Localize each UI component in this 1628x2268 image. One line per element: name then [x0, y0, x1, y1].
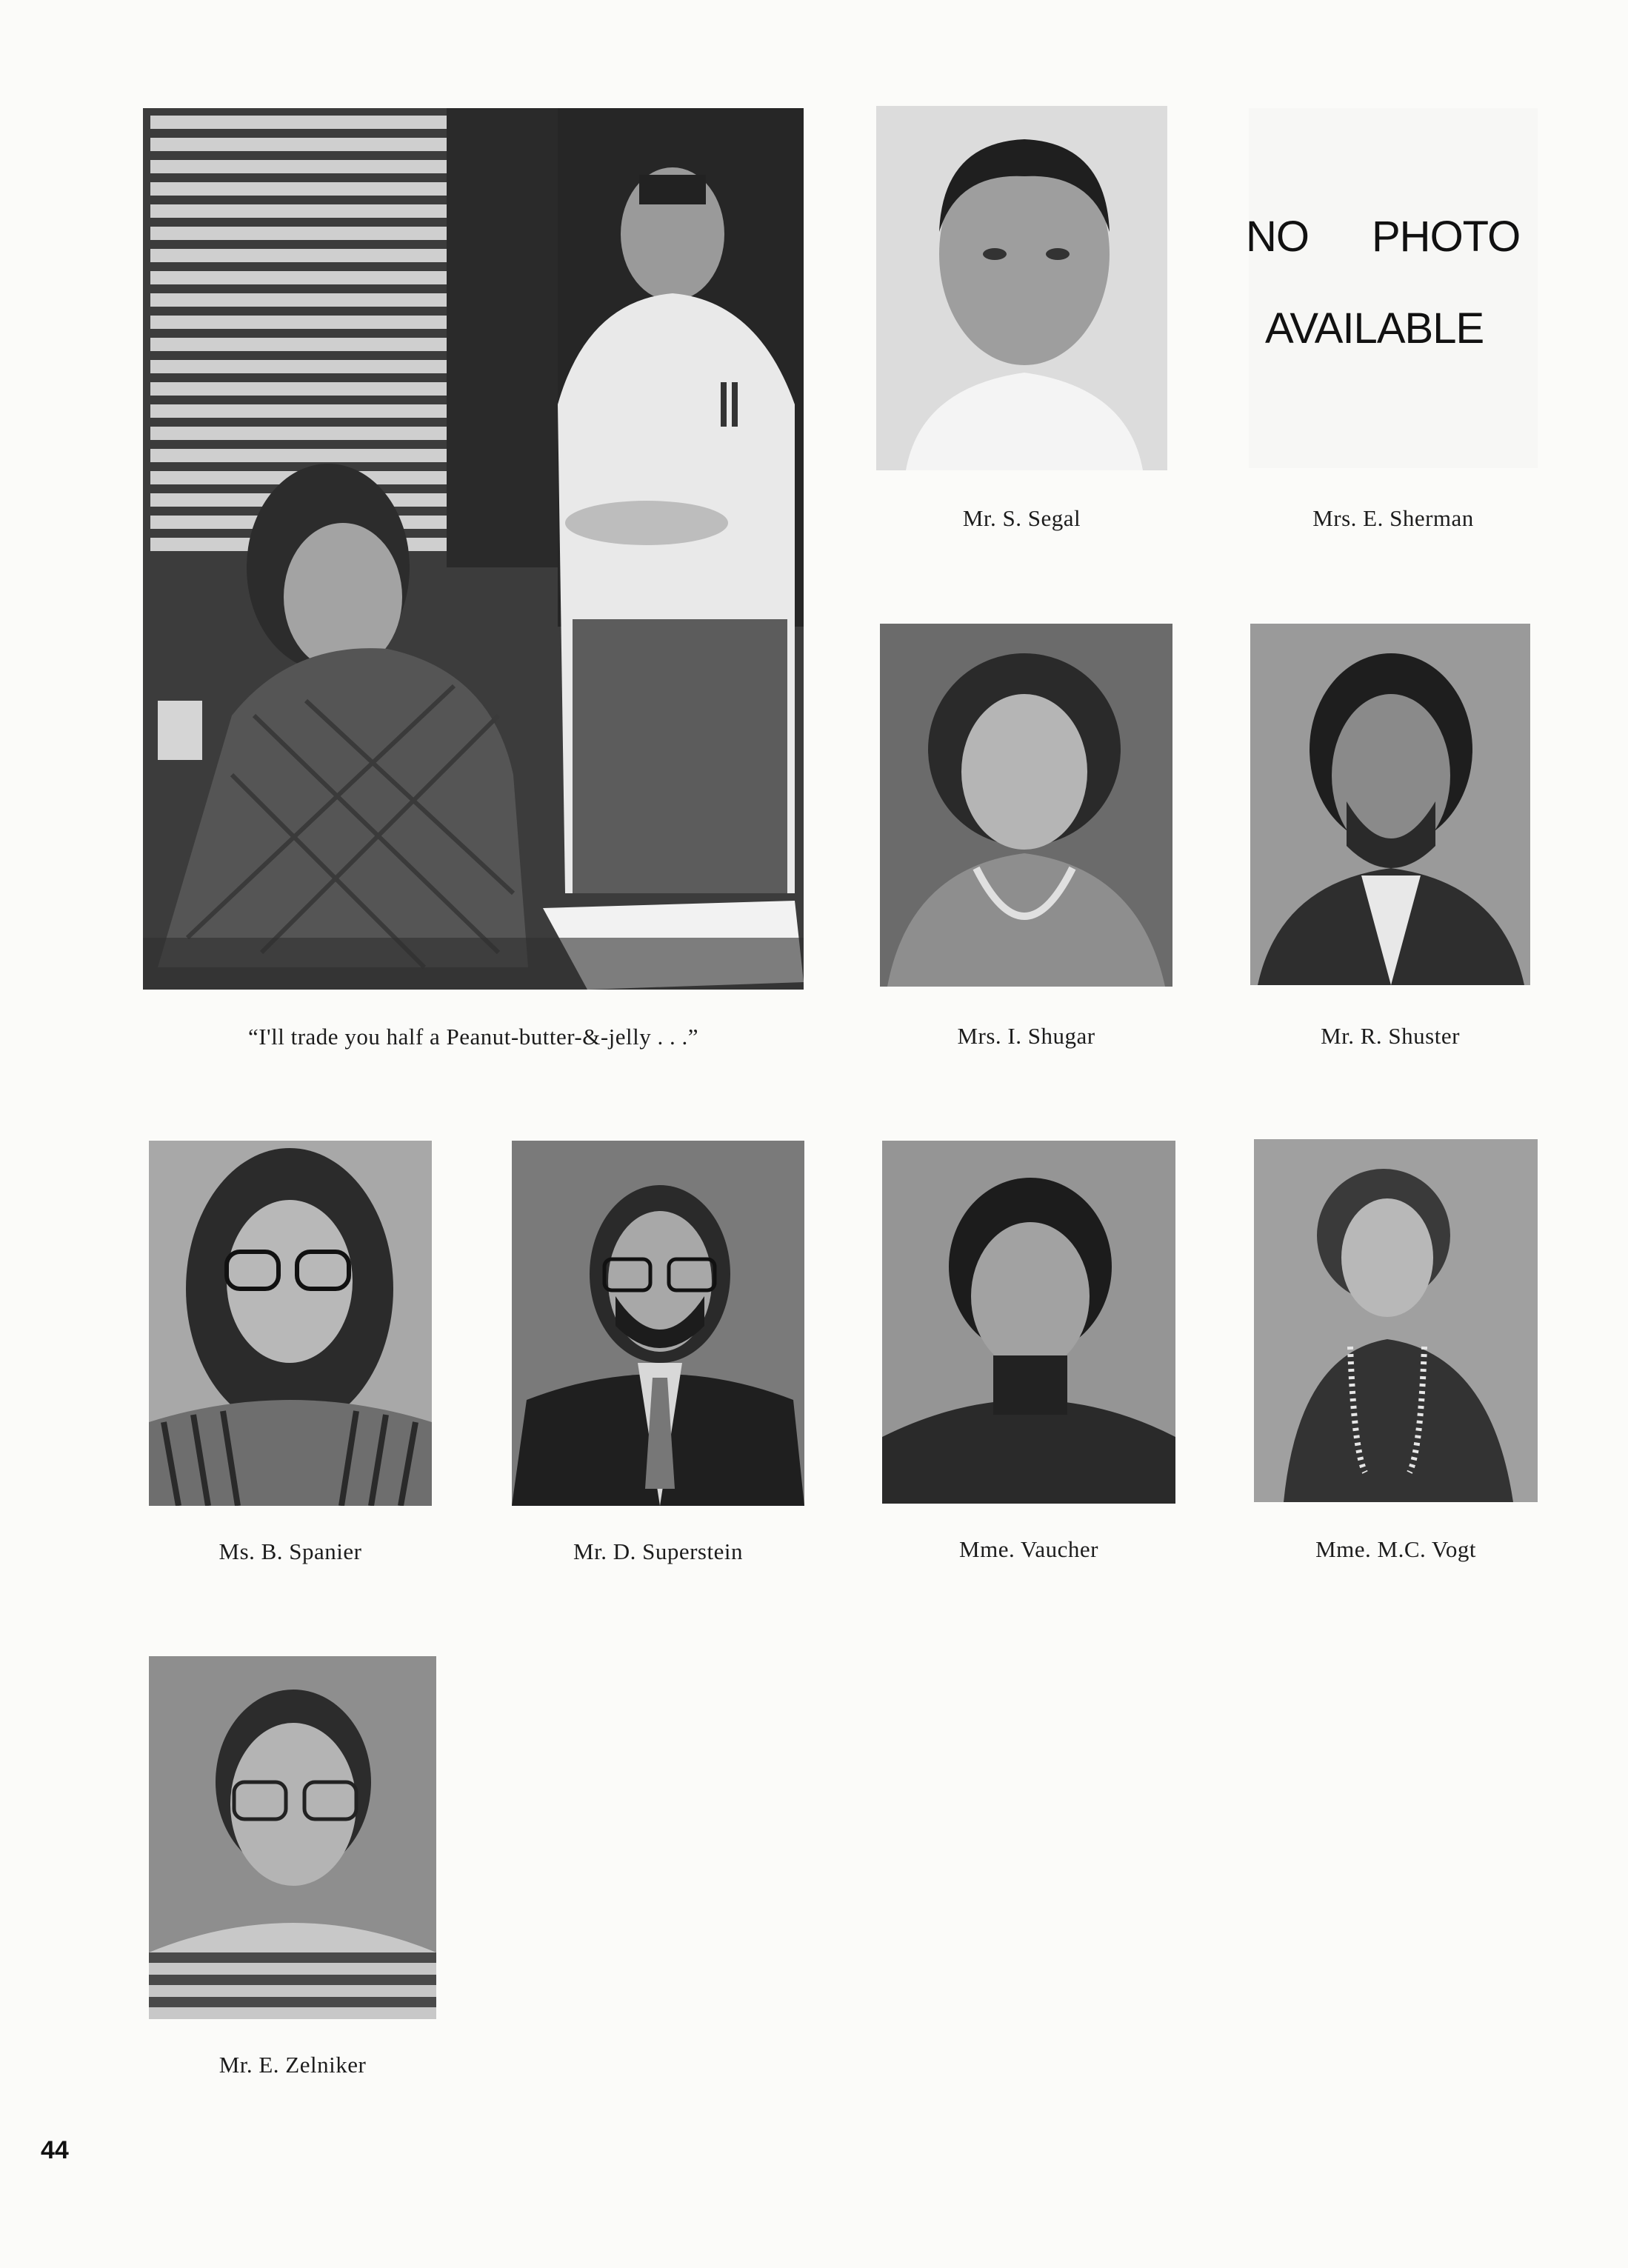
page-number: 44	[41, 2136, 69, 2164]
portrait-name-shuster: Mr. R. Shuster	[1321, 1023, 1460, 1049]
no-photo-word-no: NO	[1246, 213, 1309, 261]
no-photo-word-available: AVAILABLE	[1265, 304, 1484, 353]
portrait-photo-shugar	[880, 624, 1172, 987]
portrait-name-superstein: Mr. D. Superstein	[573, 1538, 743, 1564]
portrait-name-zelniker: Mr. E. Zelniker	[218, 2052, 367, 2078]
no-photo-word-photo: PHOTO	[1372, 213, 1521, 261]
no-photo-placeholder	[1246, 108, 1538, 468]
portrait-name-spanier: Ms. B. Spanier	[218, 1538, 362, 1564]
portrait-photo-vaucher	[882, 1141, 1175, 1504]
portrait-name-vogt: Mme. M.C. Vogt	[1315, 1536, 1476, 1562]
portrait-photo-vogt	[1254, 1139, 1538, 1502]
portrait-name-sherman: Mrs. E. Sherman	[1312, 505, 1474, 531]
portrait-photo-superstein	[512, 1141, 804, 1506]
feature-photo-caption: “I'll trade you half a Peanut-butter-&-jelly . . .”	[247, 1024, 699, 1050]
portrait-name-shugar: Mrs. I. Shugar	[957, 1023, 1095, 1049]
portrait-photo-zelniker	[149, 1656, 436, 2019]
portrait-photo-spanier	[149, 1141, 432, 1506]
portrait-photo-shuster	[1250, 624, 1530, 985]
feature-photo	[143, 108, 804, 990]
portrait-name-segal: Mr. S. Segal	[962, 505, 1081, 531]
portrait-name-vaucher: Mme. Vaucher	[959, 1536, 1098, 1562]
portrait-photo-segal	[876, 106, 1167, 470]
